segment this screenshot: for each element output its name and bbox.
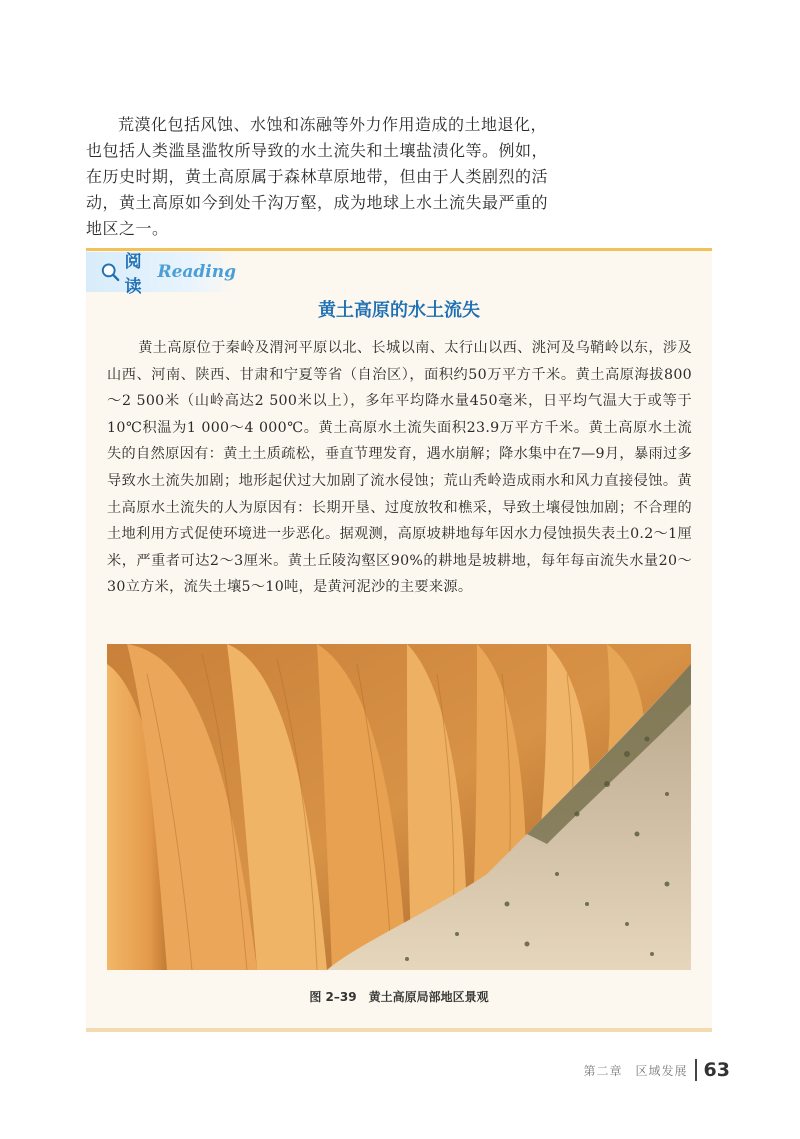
- magnifier-icon: [100, 259, 121, 285]
- loess-plateau-photo: [107, 644, 691, 970]
- reading-badge-content: [86, 252, 236, 297]
- reading-body: 黄土高原位于秦岭及渭河平原以北、长城以南、太行山以西、洮河及乌鞘岭以东，涉及山西、河南、陕西、甘肃和宁夏等省（自治区），面积约50万平方千米。黄土高原海拔800～2 500米（山岭高达2 500米以上），多年平均降水量450毫米，日平均气温大于或等于10℃积温为1 000～4 000℃。黄土高原水土流失面积23.9万平方千米。黄土高原水土流失的自然原因有：黄土土质疏松，垂直节理发育，遇水崩解；降水集中在7—9月，暴雨过多导致水土流失加剧；地形起伏过大加剧了流水侵蚀；荒山秃岭造成雨水和风力直接侵蚀。黄土高原水土流失的人为原因有：长期开垦、过度放牧和樵采，导致土壤侵蚀加剧；不合理的土地利用方式促使环境进一步恶化。据观测，高原坡耕地每年因水力侵蚀损失表土0.2～1厘米，严重者可达2～3厘米。黄土丘陵沟壑区90%的耕地是坡耕地，每年每亩流失水量20～30立方米，流失土壤5～10吨，是黄河泥沙的主要来源。: [107, 340, 692, 596]
- reading-title: 黄土高原的水土流失: [318, 300, 480, 321]
- page-footer: [584, 1057, 730, 1083]
- footer-chapter: 第二章 区域发展: [583, 1063, 688, 1078]
- reading-top-divider: [86, 248, 712, 251]
- page-number: 63: [703, 1059, 730, 1081]
- reading-badge-label: 阅读: [124, 252, 142, 297]
- footer-divider: [695, 1059, 697, 1081]
- reading-bottom-divider: [86, 1028, 712, 1032]
- loess-landscape-illustration: [107, 644, 691, 970]
- figure-caption: 图 2–39 黄土高原局部地区景观: [309, 990, 489, 1004]
- intro-paragraph: 荒漠化包括风蚀、水蚀和冻融等外力作用造成的土地退化，也包括人类滥垦滥牧所导致的水土流失和土壤盐渍化等。例如，在历史时期，黄土高原属于森林草原地带，但由于人类剧烈的活动，黄土高原如今到处千沟万壑，成为地球上水土流失最严重的地区之一。: [86, 115, 549, 238]
- reading-badge-english: Reading: [157, 262, 236, 282]
